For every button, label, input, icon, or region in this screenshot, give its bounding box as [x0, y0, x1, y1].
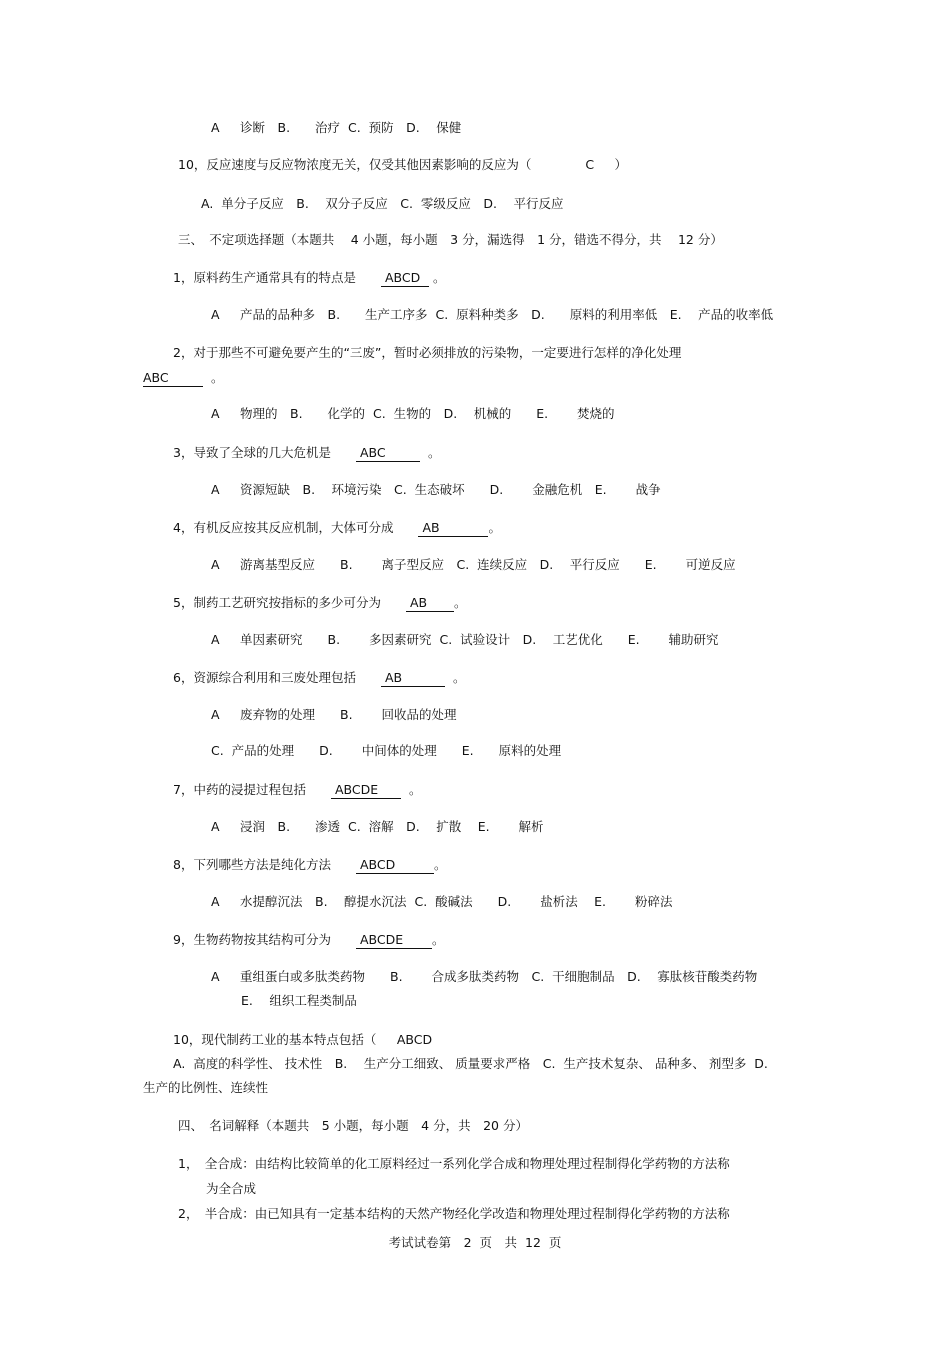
q8-period: 。	[433, 857, 447, 872]
q4-answer: AB	[418, 520, 488, 537]
q4-line	[173, 520, 501, 537]
q1-text: 1，原料药生产通常具有的特点是	[173, 270, 356, 285]
q2-options: A 物理的 B. 化学的 C. 生物的 D. 机械的 E. 焚烧的	[211, 406, 615, 421]
q1-answer: ABCD	[381, 270, 429, 287]
q7-answer: ABCDE	[331, 782, 401, 799]
q7-line	[173, 782, 421, 799]
q10-line	[173, 1032, 432, 1048]
question-10-text: 10，反应速度与反应物浓度无关，仅受其他因素影响的反应为（ C ）	[178, 157, 628, 172]
section-4-heading: 四、 名词解释（本题共 5 小题，每小题 4 分，共 20 分）	[178, 1118, 528, 1133]
q7-text: 7，中药的浸提过程包括	[173, 782, 306, 797]
q3-options: A 资源短缺 B. 环境污染 C. 生态破坏 D. 金融危机 E. 战争	[211, 482, 661, 497]
q10-options-row2: 生产的比例性、连续性	[143, 1080, 269, 1095]
q8-options: A 水提醇沉法 B. 醇提水沉法 C. 酸碱法 D. 盐析法 E. 粉碎法	[211, 894, 673, 909]
q6-period: 。	[452, 670, 466, 685]
q9-answer: ABCDE	[356, 932, 432, 949]
definition-2: 2， 半合成：由已知具有一定基本结构的天然产物经化学改造和物理处理过程制得化学药物的方法称	[178, 1206, 730, 1221]
q4-text: 4，有机反应按其反应机制，大体可分成	[173, 520, 394, 535]
q9-period: 。	[431, 932, 445, 947]
q8-text: 8，下列哪些方法是纯化方法	[173, 857, 331, 872]
q3-text: 3，导致了全球的几大危机是	[173, 445, 331, 460]
question-10-options: A. 单分子反应 B. 双分子反应 C. 零级反应 D. 平行反应	[201, 196, 564, 211]
q3-period: 。	[427, 445, 441, 460]
q5-text: 5，制药工艺研究按指标的多少可分为	[173, 595, 381, 610]
q4-options: A 游离基型反应 B. 离子型反应 C. 连续反应 D. 平行反应 E. 可逆反应	[211, 557, 736, 572]
q2-answer: ABC	[143, 370, 203, 387]
definition-1-cont: 为全合成	[206, 1181, 257, 1196]
q4-period: 。	[488, 520, 501, 535]
page-footer: 考试试卷第 2 页 共 12 页	[388, 1235, 562, 1250]
section-3-heading: 三、 不定项选择题（本题共 4 小题，每小题 3 分，漏选得 1 分，错选不得分，共 12 分）	[178, 232, 723, 247]
q6-line	[173, 670, 465, 687]
q2-period: 。	[210, 370, 224, 385]
q10-text: 10，现代制药工业的基本特点包括（	[173, 1032, 377, 1047]
q3-answer: ABC	[356, 445, 420, 462]
q5-answer: AB	[406, 595, 454, 612]
q5-line	[173, 595, 467, 612]
q1-line	[173, 270, 445, 287]
q8-line	[173, 857, 447, 874]
q2-answer-line	[143, 370, 223, 387]
q1-options: A 产品的品种多 B. 生产工序多 C. 原料种类多 D. 原料的利用率低 E. 产品的收率低	[211, 307, 774, 322]
q9-options-row1: A 重组蛋白或多肽类药物 B. 合成多肽类药物 C. 干细胞制品 D. 寡肽核苷酸类药物	[211, 969, 758, 984]
q10-answer: ABCD	[396, 1032, 433, 1047]
q1-period: 。	[432, 270, 446, 285]
q6-options-row2: C. 产品的处理 D. 中间体的处理 E. 原料的处理	[211, 743, 562, 758]
q6-answer: AB	[381, 670, 445, 687]
q9-line	[173, 932, 445, 949]
q2-text: 2，对于那些不可避免要产生的“三废”，暂时必须排放的污染物，一定要进行怎样的净化处理	[173, 345, 682, 360]
q10-options-row1: A. 高度的科学性、 技术性 B. 生产分工细致、 质量要求严格 C. 生产技术复杂、 品种多、 剂型多 D.	[173, 1056, 768, 1071]
q8-answer: ABCD	[356, 857, 434, 874]
prev-question-options: A 诊断 B. 治疗 C. 预防 D. 保健	[211, 120, 462, 135]
q3-line	[173, 445, 440, 462]
q6-text: 6，资源综合利用和三废处理包括	[173, 670, 356, 685]
q9-options-row2: E. 组织工程类制品	[241, 993, 357, 1008]
q5-period: 。	[453, 595, 467, 610]
definition-1: 1， 全合成：由结构比较简单的化工原料经过一系列化学合成和物理处理过程制得化学药物的方法称	[178, 1156, 730, 1171]
q7-period: 。	[408, 782, 422, 797]
q7-options: A 浸润 B. 渗透 C. 溶解 D. 扩散 E. 解析	[211, 819, 544, 834]
q5-options: A 单因素研究 B. 多因素研究 C. 试验设计 D. 工艺优化 E. 辅助研究	[211, 632, 719, 647]
q9-text: 9，生物药物按其结构可分为	[173, 932, 331, 947]
q6-options-row1: A 废弃物的处理 B. 回收品的处理	[211, 707, 457, 722]
